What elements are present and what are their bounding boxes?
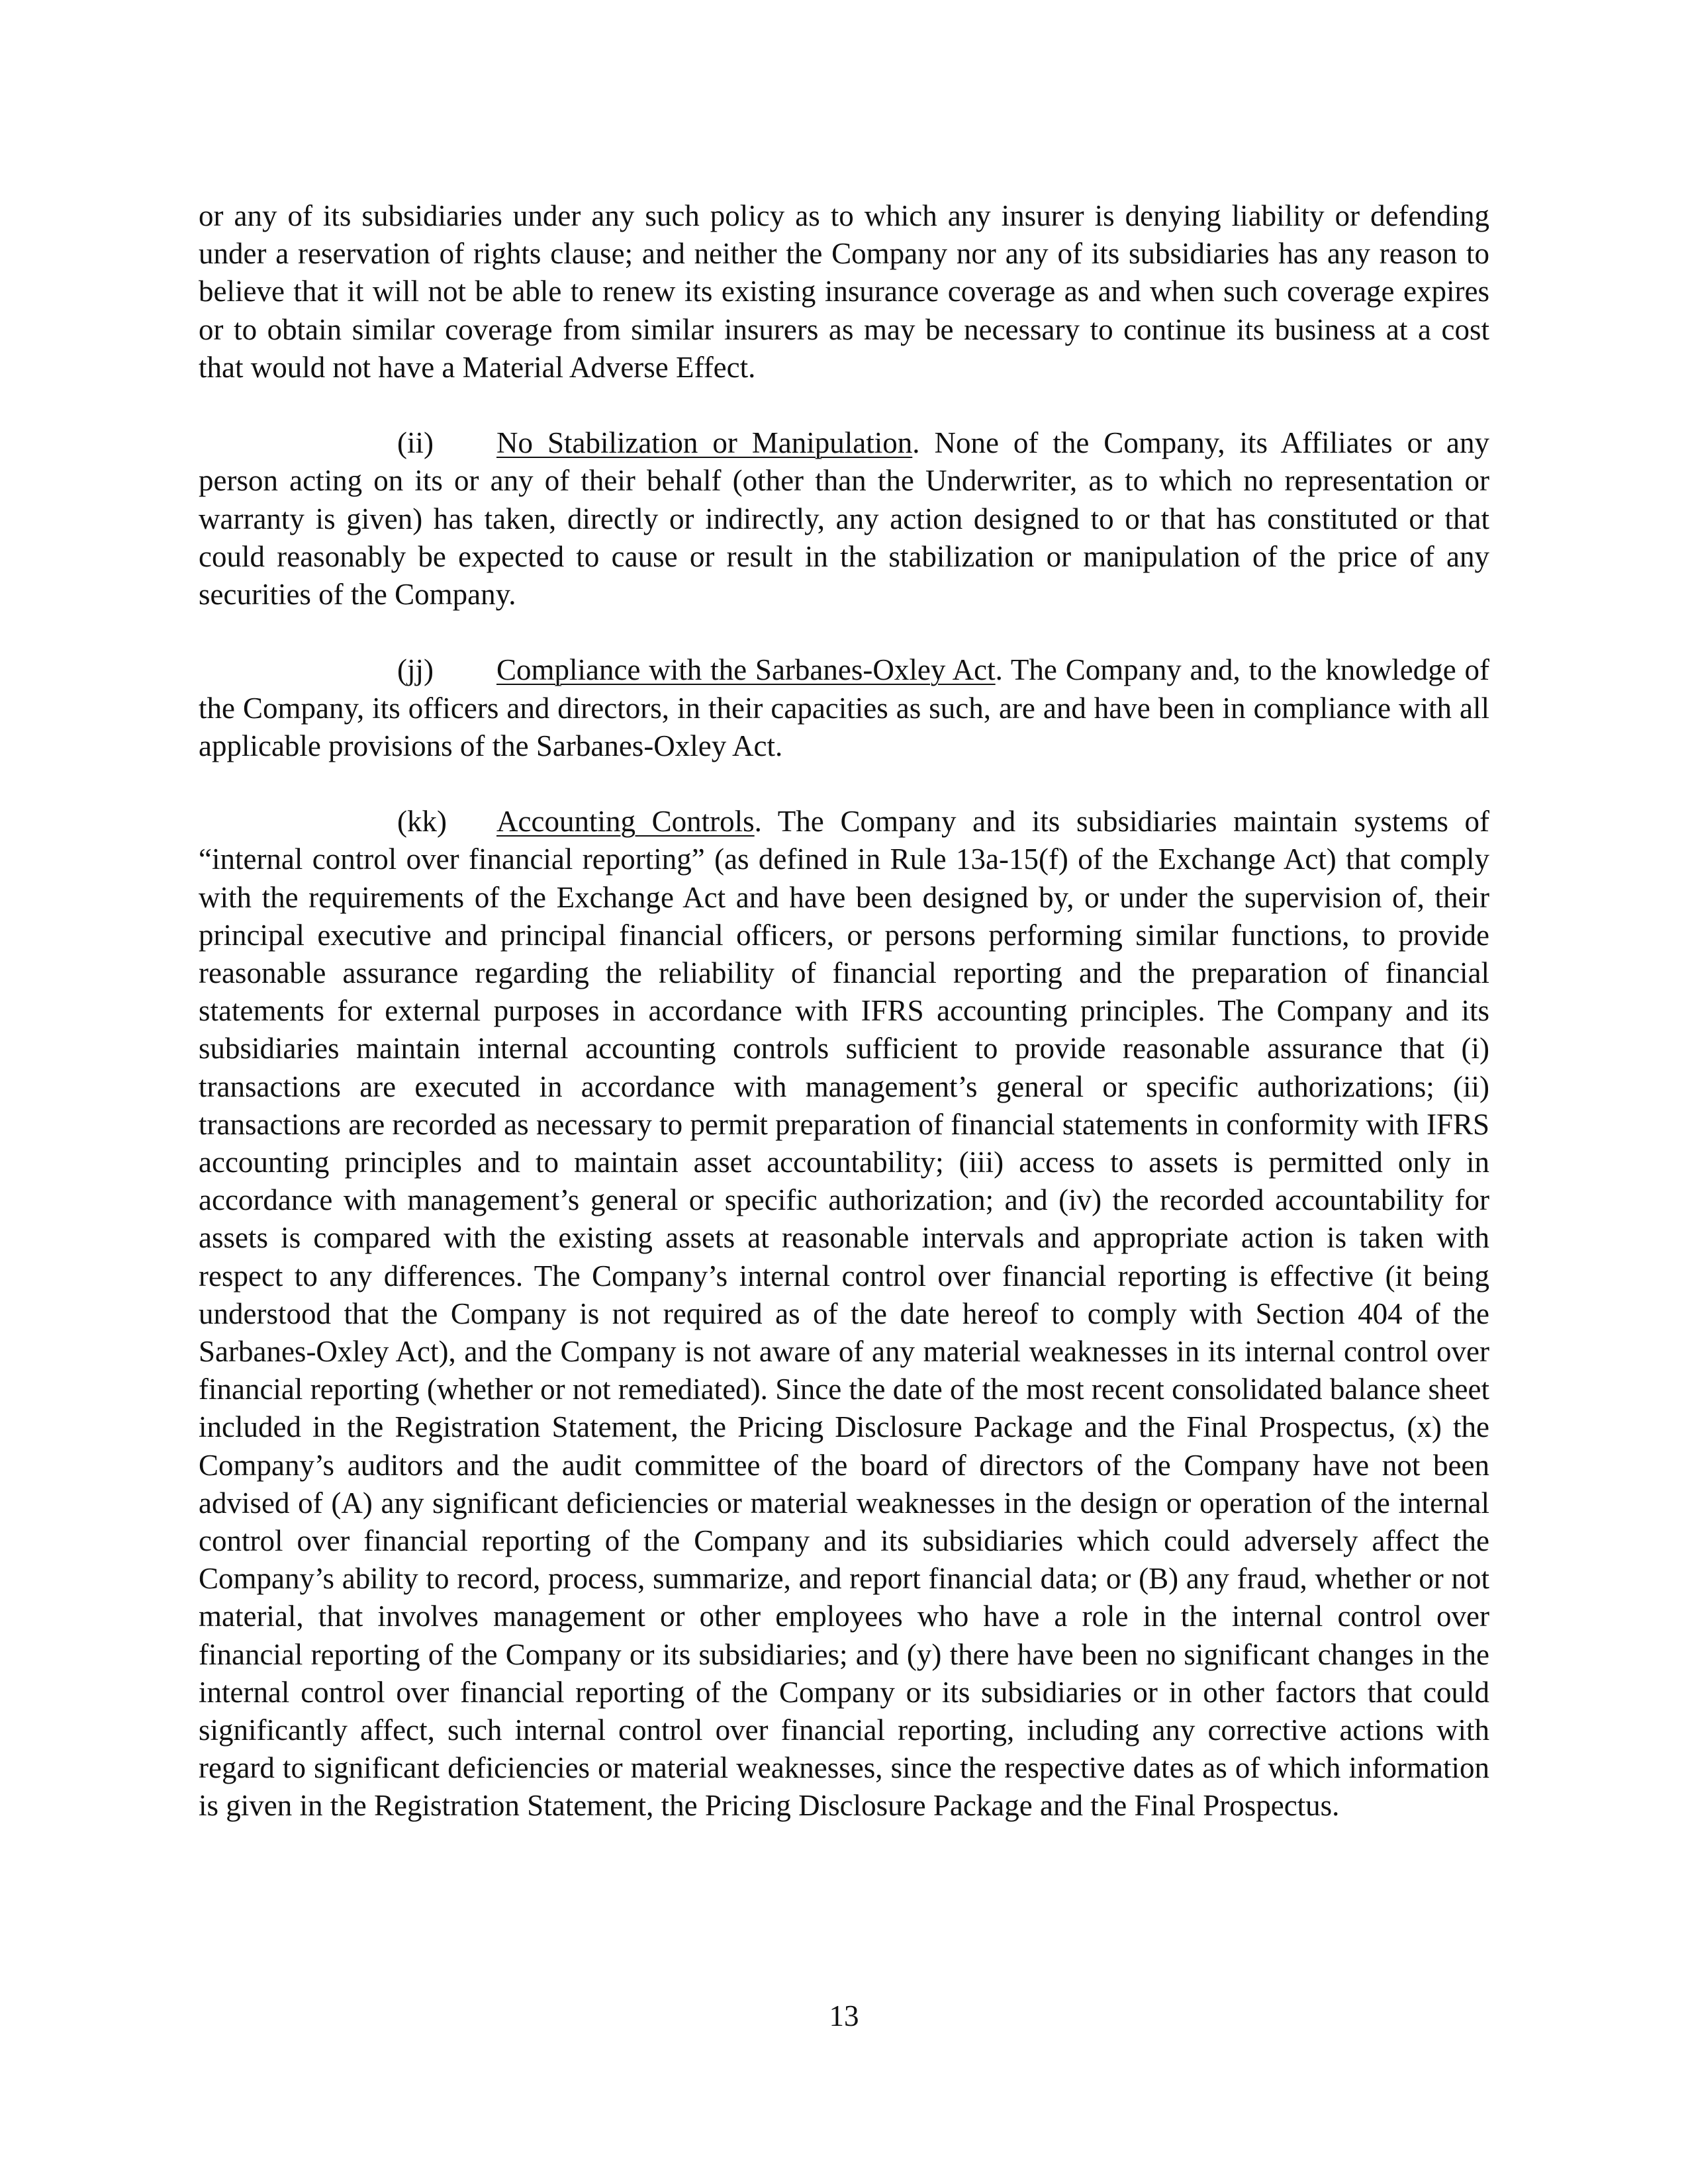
section-ii-label: (ii)	[397, 426, 434, 460]
section-ii-text: None of the Company, its Affiliates or any person acting on its or any of their behalf (other than the Underwriter, as to which no representation or warranty is given) has taken, directly or indirectly, any action designed to or that has constituted or that could reasonably be expected to cause or result in the stabilization or manipulation of the price of any securities of the Company.	[199, 426, 1489, 612]
section-ii-caption: No Stabilization or Manipulation	[496, 426, 913, 460]
section-jj-paragraph	[199, 651, 1489, 765]
section-kk-paragraph	[199, 803, 1489, 1825]
continuation-paragraph: or any of its subsidiaries under any such policy as to which any insurer is denying liability or defending under a reservation of rights clause; and neither the Company nor any of its subsidiaries has any reason to believe that it will not be able to renew its existing insurance coverage as and when such coverage expires or to obtain similar coverage from similar insurers as may be necessary to continue its business at a cost that would not have a Material Adverse Effect.	[199, 199, 1489, 384]
section-ii-caption-end: .	[912, 426, 920, 460]
page-number: 13	[829, 1999, 859, 2032]
section-jj-label: (jj)	[397, 653, 434, 687]
section-kk-text: The Company and its subsidiaries maintain systems of “internal control over financial reporting” (as defined in Rule 13a-15(f) of the Exchange Act) that comply with the requirements of the Exchange Act and have been designed by, or under the supervision of, their principal executive and principal financial officers, or persons performing similar functions, to provide reasonable assurance regarding the reliability of financial reporting and the preparation of financial statements for external purposes in accordance with IFRS accounting principles. The Company and its subsidiaries maintain internal accounting controls sufficient to provide reasonable assurance that (i) transactions are executed in accordance with management’s general or specific authorizations; (ii) transactions are recorded as necessary to permit preparation of financial statements in conformity with IFRS accounting principles and to maintain asset accountability; (iii) access to assets is permitted only in accordance with management’s general or specific authorization; and (iv) the recorded accountability for assets is compared with the existing assets at reasonable intervals and appropriate action is taken with respect to any differences. The Company’s internal control over financial reporting is effective (it being understood that the Company is not required as of the date hereof to comply with Section 404 of the Sarbanes-Oxley Act), and the Company is not aware of any material weaknesses in its internal control over financial reporting (whether or not remediated). Since the date of the most recent consolidated balance sheet included in the Registration Statement, the Pricing Disclosure Package and the Final Prospectus, (x) the Company’s auditors and the audit committee of the board of directors of the Company have not been advised of (A) any significant deficiencies or material weaknesses in the design or operation of the internal control over financial reporting of the Company and its subsidiaries which could adversely affect the Company’s ability to record, process, summarize, and report financial data; or (B) any fraud, whether or not material, that involves management or other employees who have a role in the internal control over financial reporting of the Company or its subsidiaries; and (y) there have been no significant changes in the internal control over financial reporting of the Company or its subsidiaries or in other factors that could significantly affect, such internal control over financial reporting, including any corrective actions with regard to significant deficiencies or material weaknesses, since the respective dates as of which information is given in the Registration Statement, the Pricing Disclosure Package and the Final Prospectus.	[199, 805, 1490, 1823]
section-kk-label: (kk)	[397, 805, 447, 839]
section-kk-caption-end: .	[754, 805, 762, 839]
section-jj-caption-end: .	[995, 653, 1003, 687]
section-kk-caption: Accounting Controls	[496, 805, 755, 839]
section-jj-text: The Company and, to the knowledge of the Company, its officers and directors, in their capacities as such, are and have been in compliance with all applicable provisions of the Sarbanes-Oxley Act.	[199, 653, 1490, 762]
document-body	[199, 197, 1489, 1863]
section-ii-paragraph	[199, 424, 1489, 614]
section-jj-caption: Compliance with the Sarbanes-Oxley Act	[496, 653, 996, 687]
